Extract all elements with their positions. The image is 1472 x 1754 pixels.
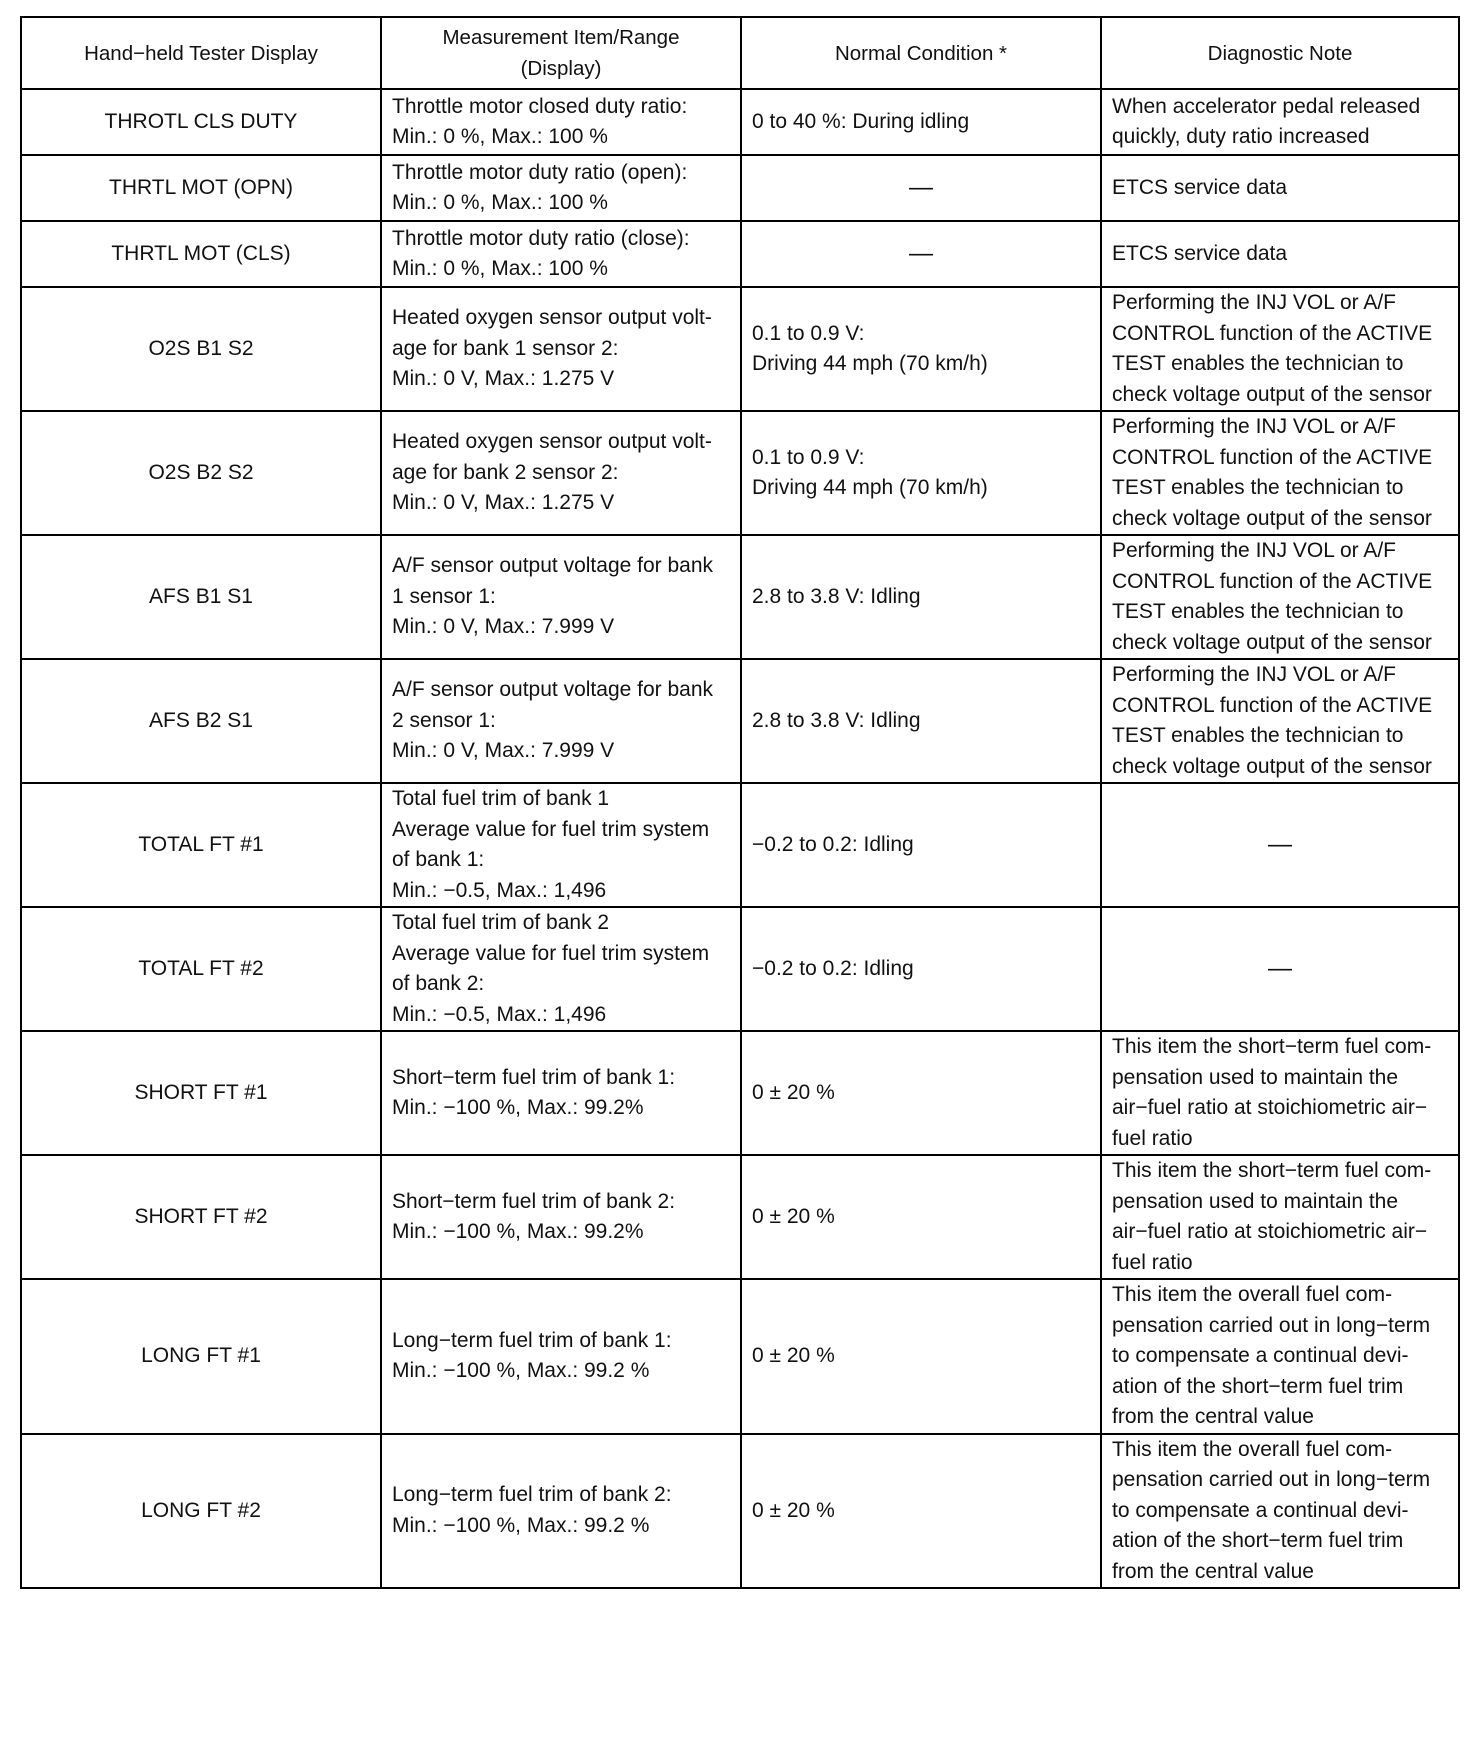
cell-display	[21, 411, 381, 535]
cell-note-line: When accelerator pedal released	[1112, 94, 1421, 118]
cell-condition	[741, 287, 1101, 411]
cell-range	[381, 1155, 741, 1279]
cell-condition-line: −0.2 to 0.2: Idling	[752, 956, 914, 980]
cell-note	[1101, 155, 1459, 221]
cell-note-line: check voltage output of the sensor	[1112, 506, 1432, 530]
cell-condition	[741, 1155, 1101, 1279]
display-name: THROTL CLS DUTY	[104, 109, 298, 133]
cell-note	[1101, 907, 1459, 1031]
cell-note-line: This item the overall fuel com-	[1112, 1283, 1393, 1306]
cell-condition	[741, 907, 1101, 1031]
cell-note	[1101, 89, 1459, 155]
cell-note	[1101, 1434, 1459, 1589]
cell-note-line: ETCS service data	[1112, 175, 1288, 199]
cell-note-line: to compensate a continual devi-	[1112, 1498, 1409, 1522]
cell-note	[1101, 783, 1459, 907]
cell-note-line: CONTROL function of the ACTIVE	[1112, 569, 1433, 593]
cell-range	[381, 1279, 741, 1434]
cell-range	[381, 1434, 741, 1589]
cell-note-line: from the central value	[1112, 1405, 1314, 1428]
cell-note-line: TEST enables the technician to	[1112, 352, 1404, 375]
cell-display	[21, 89, 381, 155]
cell-condition-line: Driving 44 mph (70 km/h)	[752, 352, 988, 375]
cell-note	[1101, 659, 1459, 783]
cell-range-line: Min.: −100 %, Max.: 99.2%	[392, 1096, 644, 1119]
cell-condition	[741, 1031, 1101, 1155]
cell-condition-line: 0 ± 20 %	[752, 1498, 835, 1522]
display-name: AFS B2 S1	[149, 708, 253, 732]
cell-range	[381, 411, 741, 535]
cell-condition	[741, 155, 1101, 221]
display-name: THRTL MOT (OPN)	[109, 175, 293, 199]
table-row	[21, 1279, 1459, 1434]
cell-note-line: pensation used to maintain the	[1112, 1189, 1399, 1213]
header-condition-label: Normal Condition *	[834, 41, 1008, 65]
cell-note-line: to compensate a continual devi-	[1112, 1344, 1409, 1367]
cell-range-line: Min.: 0 %, Max.: 100 %	[392, 257, 608, 280]
cell-condition-line: —	[909, 239, 933, 267]
cell-note-line: check voltage output of the sensor	[1112, 754, 1432, 778]
table-row	[21, 907, 1459, 1031]
cell-condition	[741, 1434, 1101, 1589]
table-row	[21, 155, 1459, 221]
cell-note-line: check voltage output of the sensor	[1112, 630, 1432, 654]
display-name: LONG FT #2	[141, 1498, 261, 1522]
table-row	[21, 535, 1459, 659]
cell-note-line: TEST enables the technician to	[1112, 724, 1404, 747]
table-row	[21, 411, 1459, 535]
display-name: LONG FT #1	[141, 1344, 261, 1367]
table-body	[21, 89, 1459, 1588]
cell-note	[1101, 1279, 1459, 1434]
cell-condition-line: 0 to 40 %: During idling	[752, 109, 970, 133]
header-condition	[741, 17, 1101, 89]
table-header-row	[21, 17, 1459, 89]
cell-display	[21, 1155, 381, 1279]
cell-note	[1101, 287, 1459, 411]
cell-note-line: fuel ratio	[1112, 1250, 1193, 1274]
cell-note-line: pensation carried out in long−term	[1112, 1468, 1431, 1491]
table-row	[21, 287, 1459, 411]
cell-range	[381, 535, 741, 659]
cell-note-line: air−fuel ratio at stoichiometric air−	[1112, 1096, 1428, 1119]
table-row	[21, 89, 1459, 155]
cell-condition-line: —	[909, 173, 933, 201]
table-row	[21, 1155, 1459, 1279]
cell-range-line: Min.: 0 %, Max.: 100 %	[392, 125, 608, 148]
cell-range-line: Average value for fuel trim system	[392, 817, 710, 841]
cell-display	[21, 155, 381, 221]
cell-note	[1101, 535, 1459, 659]
cell-note	[1101, 221, 1459, 287]
header-note-label: Diagnostic Note	[1207, 41, 1353, 65]
header-display-label: Hand−held Tester Display	[84, 41, 318, 65]
cell-note-line: CONTROL function of the ACTIVE	[1112, 321, 1433, 345]
cell-note-line: This item the overall fuel com-	[1112, 1437, 1393, 1461]
cell-condition	[741, 221, 1101, 287]
cell-range	[381, 221, 741, 287]
cell-range-line: Min.: 0 V, Max.: 1.275 V	[392, 367, 615, 391]
cell-note	[1101, 1031, 1459, 1155]
display-name: TOTAL FT #1	[138, 832, 264, 856]
cell-note-line: CONTROL function of the ACTIVE	[1112, 693, 1433, 717]
cell-condition-line: 0 ± 20 %	[752, 1344, 835, 1367]
cell-range-line: Min.: 0 %, Max.: 100 %	[392, 191, 608, 214]
cell-range-line: Min.: −100 %, Max.: 99.2%	[392, 1220, 644, 1243]
cell-range-line: Min.: −100 %, Max.: 99.2 %	[392, 1513, 650, 1537]
table-row	[21, 1031, 1459, 1155]
cell-range-line: age for bank 1 sensor 2:	[392, 336, 619, 360]
cell-note-line: CONTROL function of the ACTIVE	[1112, 445, 1433, 469]
cell-note-line: —	[1268, 954, 1292, 982]
cell-condition	[741, 89, 1101, 155]
display-name: THRTL MOT (CLS)	[111, 241, 291, 265]
cell-note-line: pensation used to maintain the	[1112, 1065, 1399, 1089]
cell-range-line: Average value for fuel trim system	[392, 941, 710, 965]
table-row	[21, 221, 1459, 287]
cell-note-line: air−fuel ratio at stoichiometric air−	[1112, 1220, 1428, 1243]
table-row	[21, 783, 1459, 907]
cell-condition-line: 0.1 to 0.9 V:	[752, 445, 865, 469]
cell-condition-line: 0.1 to 0.9 V:	[752, 321, 865, 345]
cell-range-line: Heated oxygen sensor output volt-	[392, 430, 712, 454]
cell-condition-line: 0 ± 20 %	[752, 1080, 835, 1104]
header-display	[21, 17, 381, 89]
header-range-sublabel: (Display)	[520, 57, 602, 80]
header-range	[381, 17, 741, 89]
display-name: O2S B1 S2	[148, 336, 254, 360]
cell-range-line: Short−term fuel trim of bank 1:	[392, 1065, 676, 1089]
cell-condition-line: 2.8 to 3.8 V: Idling	[752, 708, 921, 732]
cell-display	[21, 1279, 381, 1434]
cell-note-line: —	[1268, 830, 1292, 858]
cell-condition	[741, 535, 1101, 659]
cell-range-line: Long−term fuel trim of bank 2:	[392, 1483, 672, 1507]
cell-condition	[741, 659, 1101, 783]
cell-range-line: of bank 2:	[392, 972, 485, 995]
cell-range	[381, 659, 741, 783]
display-name: O2S B2 S2	[148, 460, 254, 484]
cell-condition-line: 2.8 to 3.8 V: Idling	[752, 584, 921, 608]
header-range-label: Measurement Item/Range	[442, 26, 680, 49]
cell-condition	[741, 1279, 1101, 1434]
cell-range-line: Total fuel trim of bank 2	[392, 911, 610, 934]
cell-note-line: ation of the short−term fuel trim	[1112, 1529, 1404, 1552]
cell-range-line: age for bank 2 sensor 2:	[392, 460, 619, 484]
cell-note-line: fuel ratio	[1112, 1126, 1193, 1150]
cell-note-line: quickly, duty ratio increased	[1112, 125, 1370, 148]
cell-note-line: This item the short−term fuel com-	[1112, 1035, 1432, 1058]
display-name: TOTAL FT #2	[138, 956, 264, 980]
cell-display	[21, 535, 381, 659]
cell-range-line: Min.: 0 V, Max.: 1.275 V	[392, 491, 615, 515]
cell-display	[21, 783, 381, 907]
cell-range-line: Min.: −0.5, Max.: 1,496	[392, 878, 607, 902]
cell-note-line: check voltage output of the sensor	[1112, 382, 1432, 406]
cell-range	[381, 1031, 741, 1155]
cell-note-line: Performing the INJ VOL or A/F	[1112, 663, 1396, 686]
cell-range	[381, 287, 741, 411]
cell-display	[21, 1031, 381, 1155]
cell-condition	[741, 783, 1101, 907]
cell-range-line: 2 sensor 1:	[392, 708, 496, 732]
cell-display	[21, 221, 381, 287]
cell-range-line: A/F sensor output voltage for bank	[392, 678, 714, 702]
cell-note-line: from the central value	[1112, 1559, 1314, 1583]
data-list-table	[20, 16, 1460, 1589]
cell-range-line: Min.: 0 V, Max.: 7.999 V	[392, 615, 615, 639]
cell-note	[1101, 1155, 1459, 1279]
cell-note-line: ation of the short−term fuel trim	[1112, 1374, 1404, 1398]
cell-note-line: Performing the INJ VOL or A/F	[1112, 539, 1396, 562]
cell-note-line: Performing the INJ VOL or A/F	[1112, 291, 1396, 314]
cell-display	[21, 907, 381, 1031]
cell-condition-line: Driving 44 mph (70 km/h)	[752, 476, 988, 499]
cell-range-line: Min.: −0.5, Max.: 1,496	[392, 1002, 607, 1026]
cell-range	[381, 155, 741, 221]
table-row	[21, 1434, 1459, 1589]
cell-note-line: TEST enables the technician to	[1112, 476, 1404, 499]
cell-display	[21, 1434, 381, 1589]
cell-note-line: Performing the INJ VOL or A/F	[1112, 415, 1396, 438]
display-name: AFS B1 S1	[149, 584, 253, 608]
header-note	[1101, 17, 1459, 89]
cell-note-line: This item the short−term fuel com-	[1112, 1159, 1432, 1182]
cell-range-line: Min.: −100 %, Max.: 99.2 %	[392, 1359, 650, 1383]
cell-display	[21, 659, 381, 783]
cell-range-line: Long−term fuel trim of bank 1:	[392, 1328, 672, 1352]
cell-condition-line: −0.2 to 0.2: Idling	[752, 832, 914, 856]
cell-range-line: Throttle motor duty ratio (open):	[392, 160, 688, 184]
cell-range-line: 1 sensor 1:	[392, 584, 496, 608]
cell-note-line: pensation carried out in long−term	[1112, 1313, 1431, 1337]
cell-display	[21, 287, 381, 411]
cell-range-line: Total fuel trim of bank 1	[392, 787, 610, 810]
cell-note	[1101, 411, 1459, 535]
cell-range-line: Min.: 0 V, Max.: 7.999 V	[392, 739, 615, 763]
cell-condition-line: 0 ± 20 %	[752, 1204, 835, 1228]
cell-range-line: Throttle motor closed duty ratio:	[392, 94, 688, 118]
cell-note-line: ETCS service data	[1112, 241, 1288, 265]
cell-range-line: A/F sensor output voltage for bank	[392, 554, 714, 578]
display-name: SHORT FT #1	[134, 1080, 268, 1104]
cell-range-line: Short−term fuel trim of bank 2:	[392, 1189, 676, 1213]
cell-range-line: of bank 1:	[392, 848, 485, 871]
cell-range	[381, 783, 741, 907]
cell-range-line: Throttle motor duty ratio (close):	[392, 226, 690, 250]
cell-range	[381, 89, 741, 155]
display-name: SHORT FT #2	[134, 1204, 268, 1228]
cell-range-line: Heated oxygen sensor output volt-	[392, 306, 712, 330]
cell-range	[381, 907, 741, 1031]
cell-note-line: TEST enables the technician to	[1112, 600, 1404, 623]
cell-condition	[741, 411, 1101, 535]
table-row	[21, 659, 1459, 783]
